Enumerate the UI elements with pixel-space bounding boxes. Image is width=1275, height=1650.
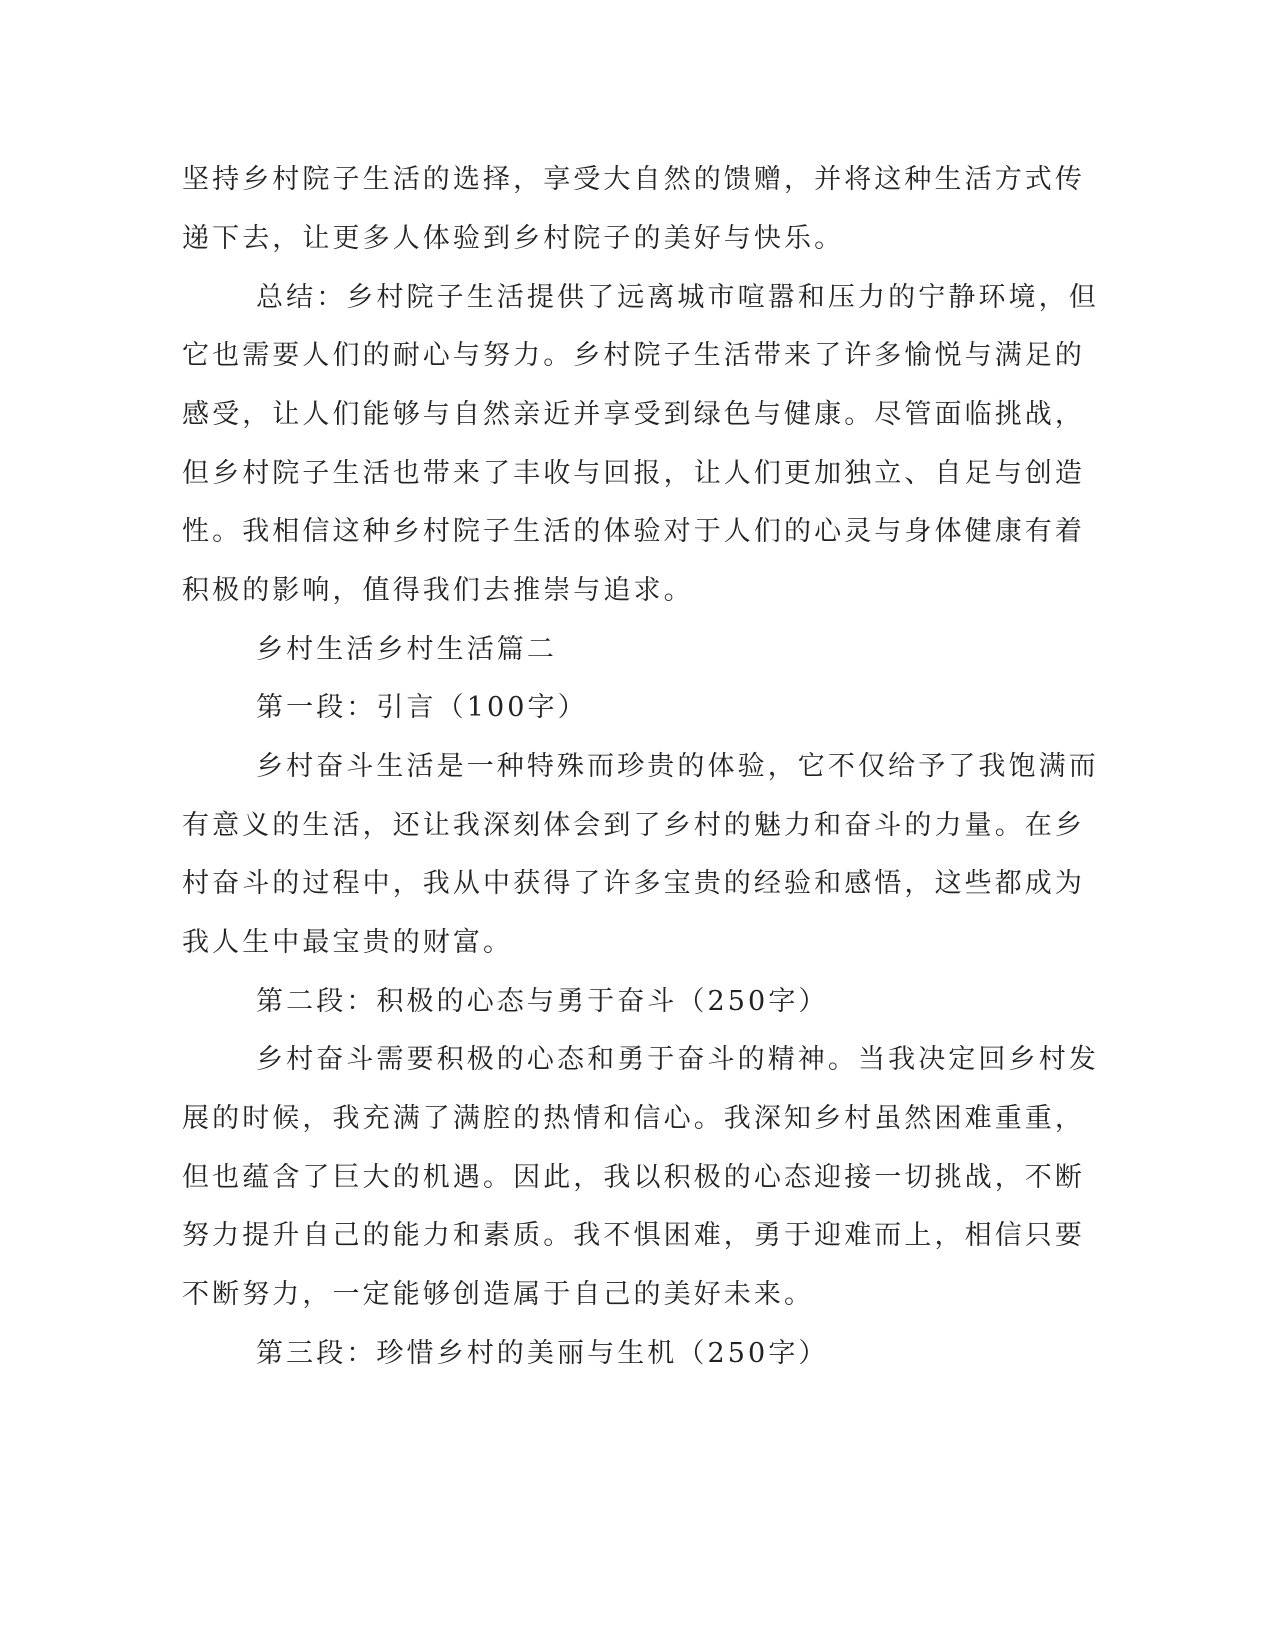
text-line: 不断努力，一定能够创造属于自己的美好未来。 [182, 1279, 815, 1310]
text-line: 村奋斗的过程中，我从中获得了许多宝贵的经验和感悟，这些都成为 [182, 868, 1085, 899]
text-line: 但乡村院子生活也带来了丰收与回报，让人们更加独立、自足与创造 [182, 458, 1085, 489]
text-line: 感受，让人们能够与自然亲近并享受到绿色与健康。尽管面临挑战， [182, 399, 1085, 430]
text-line: 努力提升自己的能力和素质。我不惧困难，勇于迎难而上，相信只要 [182, 1220, 1085, 1251]
section-heading-3: 第三段：珍惜乡村的美丽与生机（250字） [256, 1338, 829, 1369]
text-line: 性。我相信这种乡村院子生活的体验对于人们的心灵与身体健康有着 [182, 516, 1085, 547]
section-heading-1: 第一段：引言（100字） [256, 692, 588, 723]
paragraph-start: 乡村奋斗生活是一种特殊而珍贵的体验，它不仅给予了我饱满而 [256, 751, 1099, 782]
text-line: 积极的影响，值得我们去推崇与追求。 [182, 575, 694, 606]
paragraph-start: 乡村奋斗需要积极的心态和勇于奋斗的精神。当我决定回乡村发 [256, 1044, 1099, 1075]
paragraph-start-summary: 总结：乡村院子生活提供了远离城市喧嚣和压力的宁静环境，但 [256, 282, 1099, 313]
text-line: 展的时候，我充满了满腔的热情和信心。我深知乡村虽然困难重重， [182, 1103, 1085, 1134]
text-line: 坚持乡村院子生活的选择，享受大自然的馈赠，并将这种生活方式传 [182, 164, 1085, 195]
text-line: 它也需要人们的耐心与努力。乡村院子生活带来了许多愉悦与满足的 [182, 340, 1085, 371]
text-line: 有意义的生活，还让我深刻体会到了乡村的魅力和奋斗的力量。在乡 [182, 810, 1085, 841]
text-line: 但也蕴含了巨大的机遇。因此，我以积极的心态迎接一切挑战，不断 [182, 1162, 1085, 1193]
section-heading-2: 第二段：积极的心态与勇于奋斗（250字） [256, 986, 829, 1017]
section-title: 乡村生活乡村生活篇二 [256, 634, 557, 665]
text-line: 递下去，让更多人体验到乡村院子的美好与快乐。 [182, 223, 845, 254]
text-line: 我人生中最宝贵的财富。 [182, 927, 514, 958]
